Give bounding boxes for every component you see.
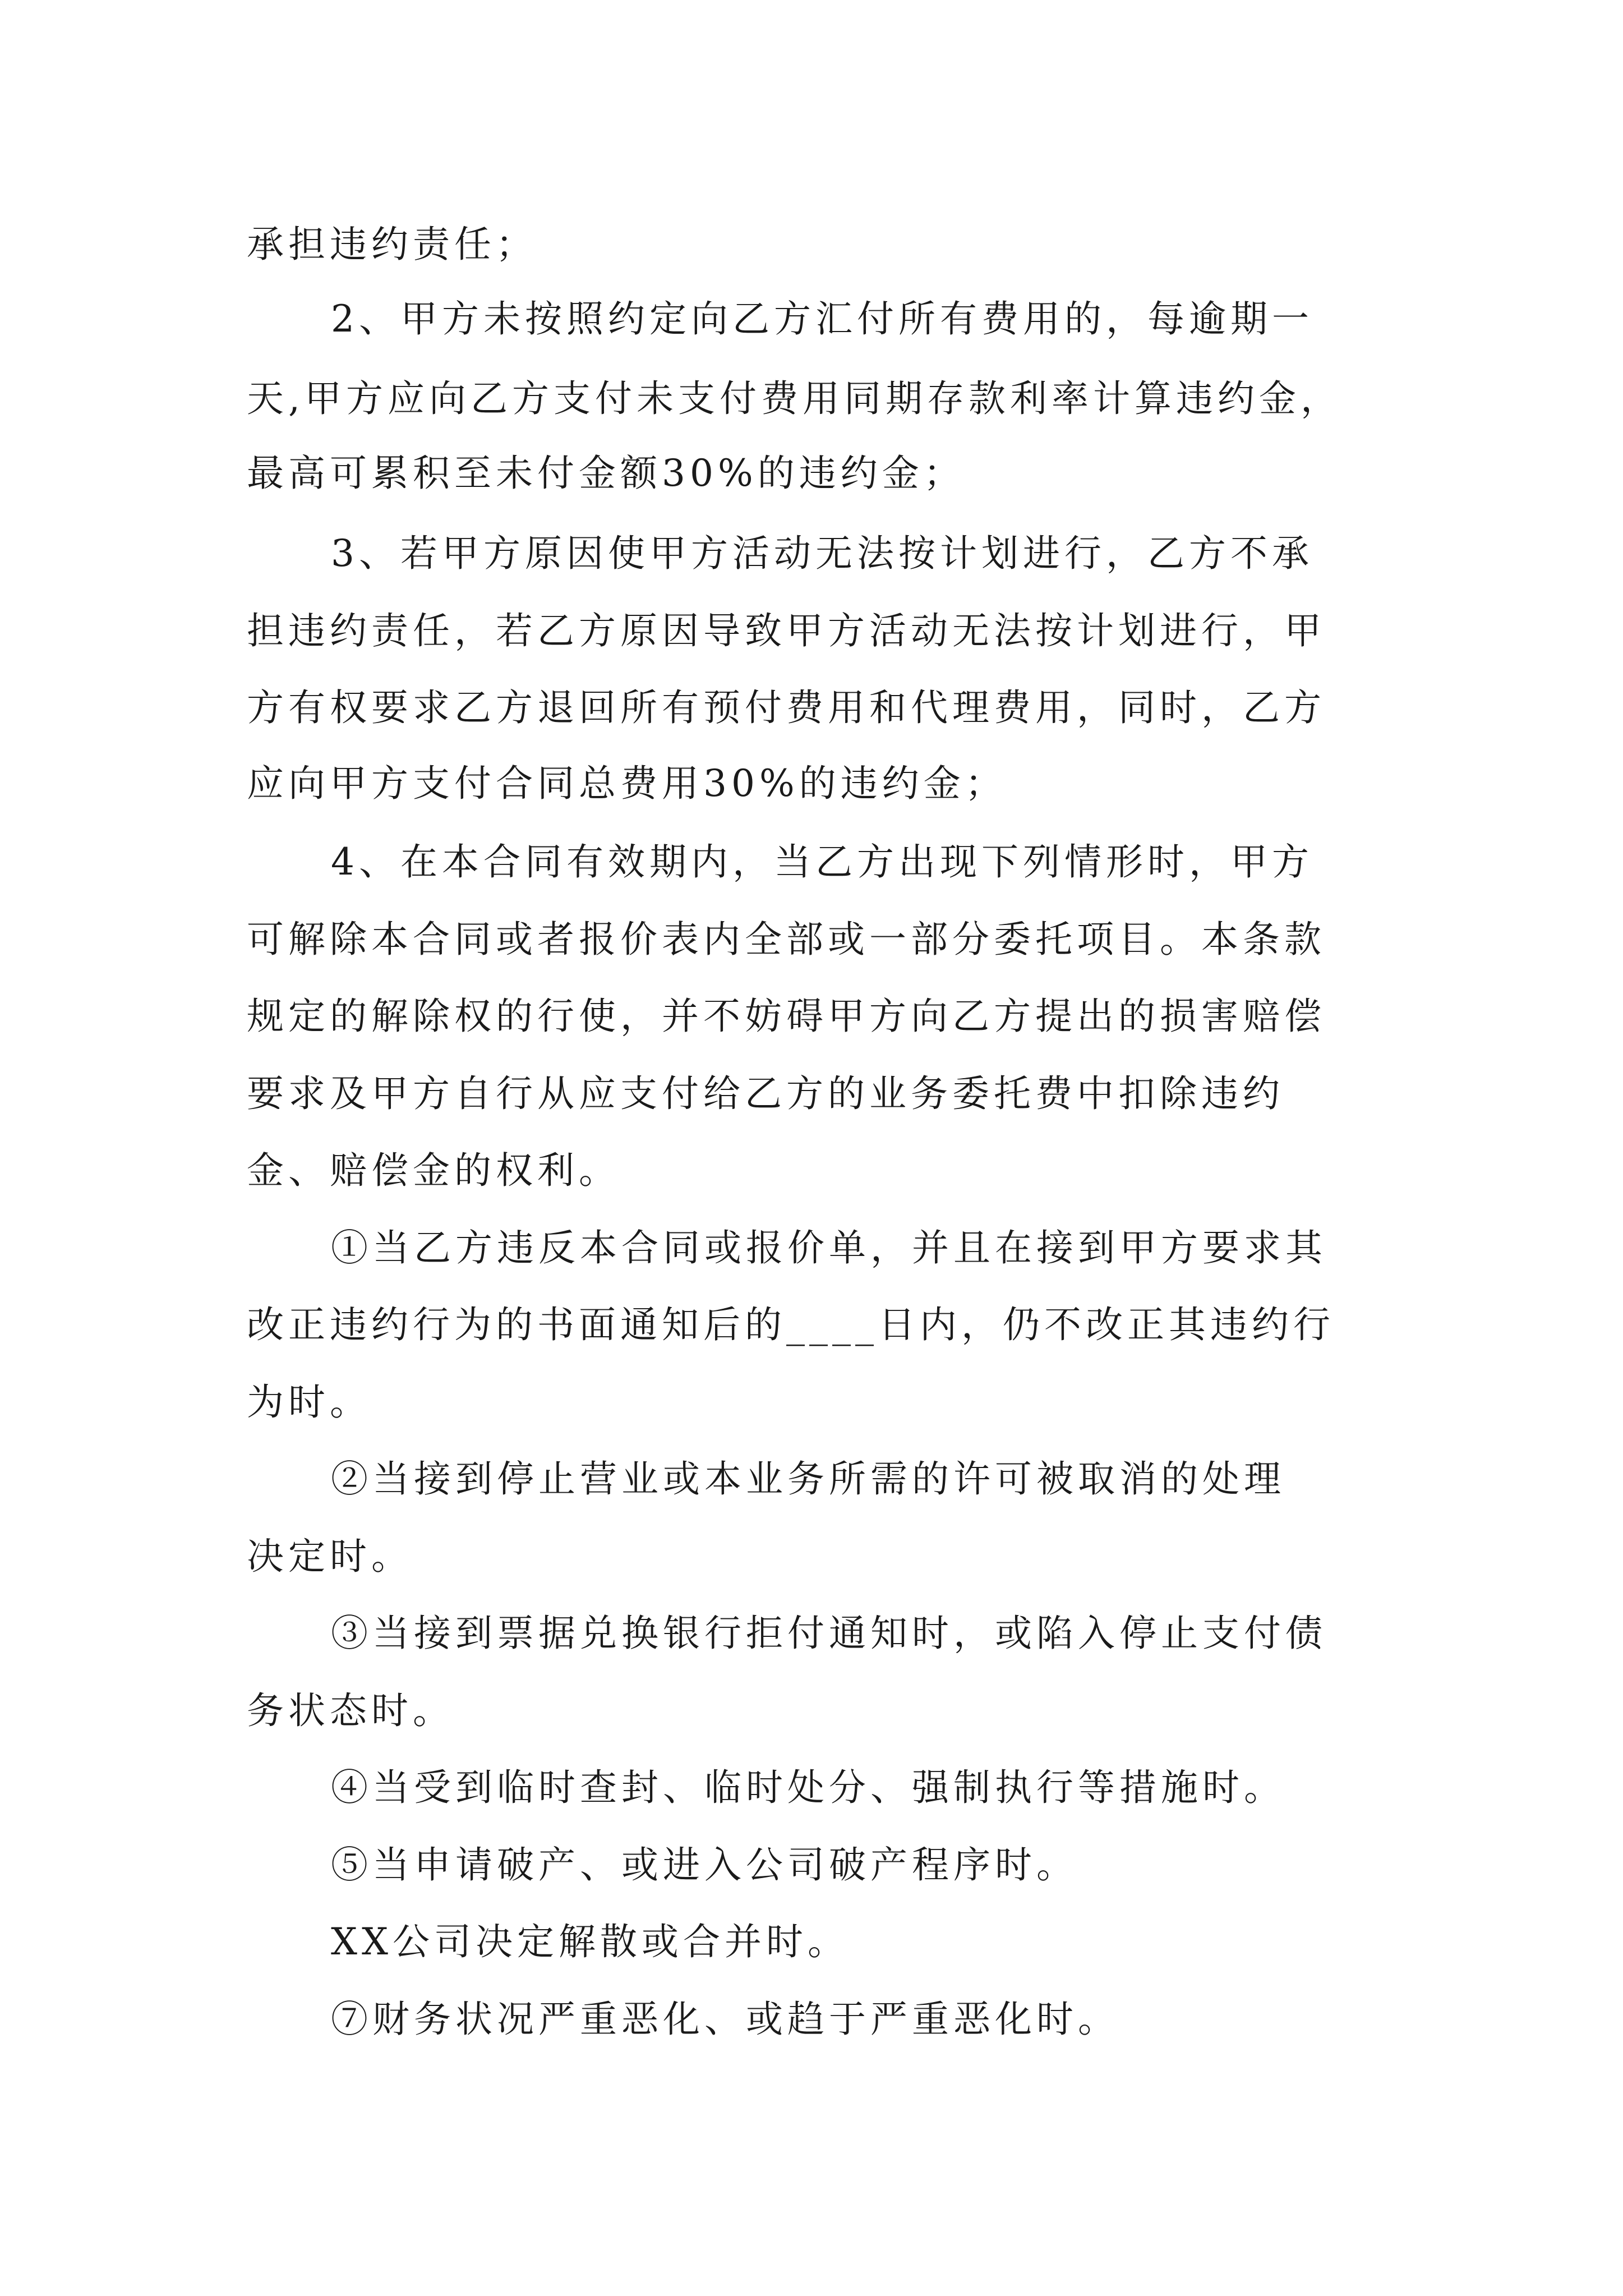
text-line: ②当接到停止营业或本业务所需的许可被取消的处理 bbox=[331, 1457, 1285, 1501]
text-line: ④当受到临时查封、临时处分、强制执行等措施时。 bbox=[331, 1766, 1285, 1809]
text-line: 天,甲方应向乙方支付未支付费用同期存款利率计算违约金， bbox=[247, 377, 1342, 420]
text-line: 金、赔偿金的权利。 bbox=[247, 1149, 620, 1192]
text-line: ①当乙方违反本合同或报价单，并且在接到甲方要求其 bbox=[331, 1226, 1327, 1269]
text-line: 要求及甲方自行从应支付给乙方的业务委托费中扣除违约 bbox=[247, 1072, 1284, 1115]
text-line: 4、在本合同有效期内，当乙方出现下列情形时，甲方 bbox=[331, 840, 1313, 884]
text-line: 决定时。 bbox=[247, 1535, 413, 1578]
text-line: 承担违约责任； bbox=[247, 223, 537, 266]
text-line: ⑤当申请破产、或进入公司破产程序时。 bbox=[331, 1843, 1078, 1887]
text-line: 最高可累积至未付金额30%的违约金； bbox=[247, 452, 965, 495]
text-line: 可解除本合同或者报价表内全部或一部分委托项目。本条款 bbox=[247, 918, 1326, 961]
text-line: 为时。 bbox=[247, 1381, 371, 1424]
text-line: ⑦财务状况严重恶化、或趋于严重恶化时。 bbox=[331, 1998, 1119, 2041]
text-line: 3、若甲方原因使甲方活动无法按计划进行，乙方不承 bbox=[331, 532, 1313, 575]
text-line: 规定的解除权的行使，并不妨碍甲方向乙方提出的损害赔偿 bbox=[247, 995, 1326, 1038]
text-line: ③当接到票据兑换银行拒付通知时，或陷入停止支付债 bbox=[331, 1612, 1327, 1655]
text-line: XX公司决定解散或合并时。 bbox=[331, 1920, 849, 1963]
text-line: 应向甲方支付合同总费用30%的违约金； bbox=[247, 762, 1007, 805]
text-line: 担违约责任，若乙方原因导致甲方活动无法按计划进行，甲 bbox=[247, 609, 1326, 652]
text-line: 改正违约行为的书面通知后的____日内，仍不改正其违约行 bbox=[247, 1303, 1335, 1346]
text-line: 方有权要求乙方退回所有预付费用和代理费用，同时，乙方 bbox=[247, 686, 1326, 729]
text-line: 2、甲方未按照约定向乙方汇付所有费用的，每逾期一 bbox=[331, 297, 1313, 341]
text-line: 务状态时。 bbox=[247, 1689, 454, 1732]
